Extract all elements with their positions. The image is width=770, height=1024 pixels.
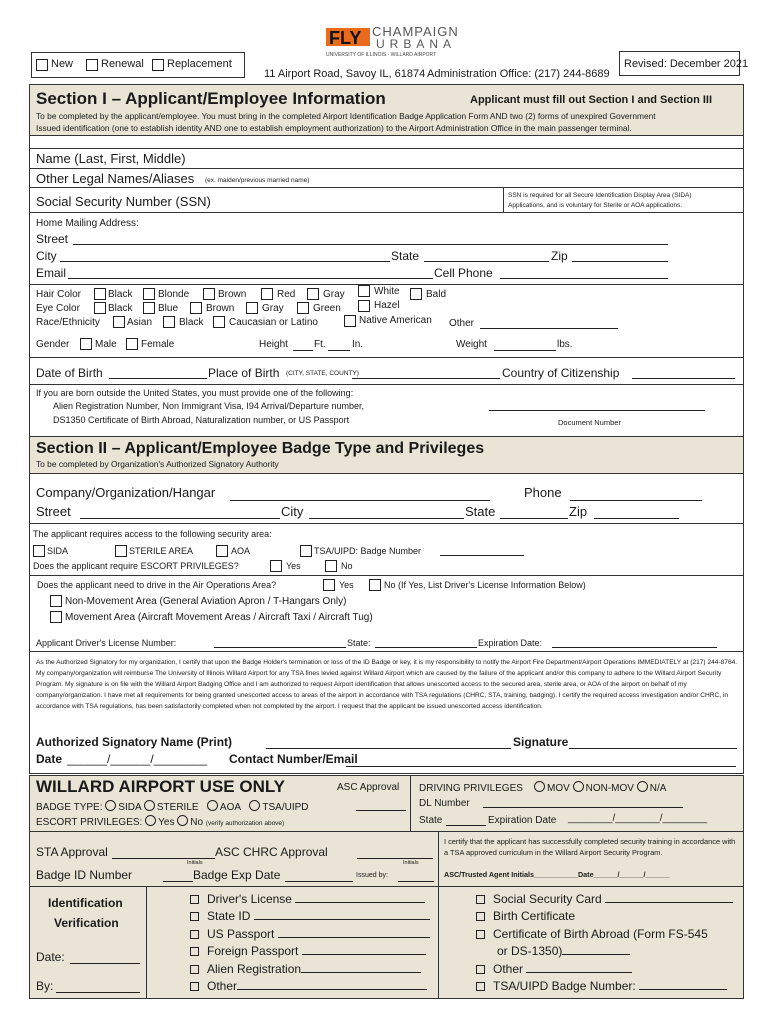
admin-office: Administration Office: (217) 244-8689: [427, 68, 610, 80]
citizenship-label: Country of Citizenship: [502, 366, 620, 380]
id-verification-title-2: Verification: [54, 916, 119, 930]
asc-approval-input[interactable]: [356, 800, 406, 811]
hair-black-label: Black: [108, 289, 133, 300]
hair-brown-checkbox[interactable]: [203, 288, 215, 300]
ssn-note-2: Applications, and is voluntary for Sterile or AOA applications.: [508, 202, 683, 209]
eye-hazel-checkbox[interactable]: [358, 300, 370, 312]
eye-green-checkbox[interactable]: [297, 302, 309, 314]
race-caucasian-checkbox[interactable]: [213, 316, 225, 328]
doc-state-id[interactable]: State ID: [190, 908, 430, 925]
hair-label: Hair Color: [36, 289, 82, 300]
airport-address: 11 Airport Road, Savoy IL, 61874: [264, 68, 426, 80]
hair-white-checkbox[interactable]: [358, 285, 370, 297]
sida-label: SIDA: [47, 546, 69, 556]
eye-gray-checkbox[interactable]: [246, 302, 258, 314]
dl-number-input[interactable]: [214, 637, 346, 648]
state-label: State: [391, 249, 420, 263]
mailing-label: Home Mailing Address:: [36, 218, 139, 229]
eye-black-label: Black: [108, 303, 133, 314]
height-in-input[interactable]: [328, 340, 350, 351]
badge-id-label: Badge ID Number: [36, 868, 133, 882]
escort-yes-checkbox[interactable]: [270, 560, 282, 572]
name-label: Name (Last, First, Middle): [36, 151, 186, 166]
willard-state-label: State: [419, 815, 443, 826]
section2-title: Section II – Applicant/Employee Badge Type and Privileges: [36, 440, 485, 457]
race-label: Race/Ethnicity: [36, 317, 100, 328]
section2-desc: To be completed by Organization's Authorized Signatory Authority: [36, 459, 279, 469]
phone-label: Phone: [524, 485, 562, 500]
street-label: Street: [36, 232, 69, 246]
eye-brown-checkbox[interactable]: [190, 302, 202, 314]
street-input[interactable]: [73, 234, 668, 245]
pob-label: Place of Birth: [208, 366, 280, 380]
race-asian-checkbox[interactable]: [113, 316, 125, 328]
aoa-label: AOA: [231, 546, 251, 556]
doc-tsa-badge[interactable]: TSA/UIPD Badge Number:: [476, 978, 733, 995]
nonmovement-label: Non-Movement Area (General Aviation Apron / T-Hangars Only): [65, 596, 347, 607]
issued-by-input[interactable]: [398, 871, 434, 882]
revised-date: Revised: December 2021: [624, 58, 749, 70]
logo-tagline: UNIVERSITY OF ILLINOIS · WILLARD AIRPORT: [326, 52, 437, 58]
section1-title: Section I – Applicant/Employee Information: [36, 89, 386, 108]
doc-other-left[interactable]: Other: [190, 978, 430, 995]
id-by-label: By:: [36, 979, 54, 993]
phone-input[interactable]: [570, 489, 702, 501]
docs-line-1: Alien Registration Number, Non Immigrant Visa, I94 Arrival/Departure number,: [53, 401, 364, 411]
section1-desc2: Issued identification (one to establish identity AND one to establish employment authorization) to the Airport Administration Office in the main passenger terminal.: [36, 123, 632, 133]
dl-state-label: State:: [347, 638, 371, 648]
eye-gray-label: Gray: [262, 303, 284, 314]
id-date-input[interactable]: [70, 953, 140, 964]
replacement-label: Replacement: [167, 58, 232, 70]
aoa-checkbox[interactable]: [216, 545, 228, 557]
hair-red-checkbox[interactable]: [261, 288, 273, 300]
renewal-label: Renewal: [101, 58, 144, 70]
id-verification-title: Identification: [48, 896, 123, 910]
ft-label: Ft.: [314, 339, 326, 350]
s2-zip-input[interactable]: [594, 507, 679, 519]
male-label: Male: [95, 339, 117, 350]
in-label: In.: [352, 339, 364, 350]
tsa-badge-input[interactable]: [440, 545, 524, 556]
chrc-approval-label: ASC CHRC Approval: [215, 845, 328, 859]
id-by-input[interactable]: [56, 982, 140, 993]
lbs-label: lbs.: [557, 339, 573, 350]
hair-gray-label: Gray: [323, 289, 345, 300]
badge-sida-radio[interactable]: [105, 800, 116, 811]
hair-black-checkbox[interactable]: [94, 288, 106, 300]
ssn-label: Social Security Number (SSN): [36, 194, 211, 209]
right-doc-list: [476, 891, 733, 995]
escort-yes-radio[interactable]: [145, 815, 156, 826]
eye-green-label: Green: [313, 303, 341, 314]
section1-note: Applicant must fill out Section I and Section III: [470, 94, 713, 106]
pob-hint: (CITY, STATE, COUNTY): [286, 370, 359, 377]
access-label: The applicant requires access to the following security area:: [33, 529, 272, 539]
dob-label: Date of Birth: [36, 366, 103, 380]
badge-aoa-radio[interactable]: [207, 800, 218, 811]
zip-input[interactable]: [572, 251, 668, 262]
weight-input[interactable]: [494, 340, 556, 351]
drive-no-checkbox[interactable]: [369, 579, 381, 591]
issued-by-label: Issued by:: [356, 872, 388, 879]
cell-input[interactable]: [500, 268, 668, 279]
dl-number-label: Applicant Driver's License Number:: [36, 638, 177, 648]
driving-mov-radio[interactable]: [534, 781, 545, 792]
doc-foreign-passport[interactable]: Foreign Passport: [190, 943, 430, 960]
race-other-label: Other: [449, 318, 475, 329]
signature-input[interactable]: [569, 738, 737, 749]
movement-checkbox[interactable]: [50, 611, 62, 623]
race-native-label: Native American: [359, 315, 432, 326]
training-cert-text: I certify that the applicant has successfully completed security training in accordance with a TSA approved curriculum in the Willard Airport Security Program.: [444, 837, 736, 857]
doc-birth-certificate[interactable]: Birth Certificate: [476, 908, 733, 925]
auth-name-label: Authorized Signatory Name (Print): [36, 735, 233, 749]
drive-yes-label: Yes: [339, 580, 354, 590]
left-doc-list: [190, 891, 430, 995]
chrc-approval-input[interactable]: [357, 848, 433, 859]
hair-gray-checkbox[interactable]: [307, 288, 319, 300]
eye-brown-label: Brown: [206, 303, 235, 314]
asc-approval-label: ASC Approval: [337, 782, 400, 793]
company-input[interactable]: [230, 489, 490, 501]
height-ft-input[interactable]: [293, 340, 313, 351]
race-black-checkbox[interactable]: [163, 316, 175, 328]
escort-no-checkbox[interactable]: [325, 560, 337, 572]
logo-main: CHAMPAIGN: [372, 24, 459, 39]
willard-dl-input[interactable]: [483, 797, 683, 808]
pob-input[interactable]: [352, 368, 500, 379]
signature-label: Signature: [513, 735, 569, 749]
id-date-label: Date:: [36, 950, 65, 964]
s2-state-label: State: [465, 504, 496, 519]
doc-us-passport[interactable]: US Passport: [190, 926, 430, 943]
badge-type-label: BADGE TYPE: SIDA STERILE AOA TSA/UIPD: [36, 802, 309, 813]
svg-text:FLY: FLY: [329, 28, 362, 48]
contact-input[interactable]: [346, 756, 736, 767]
eye-black-checkbox[interactable]: [94, 302, 106, 314]
zip-label: Zip: [551, 249, 568, 263]
escort-no-radio[interactable]: [177, 815, 188, 826]
s2-state-input[interactable]: [500, 507, 568, 519]
other-names-label: Other Legal Names/Aliases: [36, 171, 195, 186]
auth-name-input[interactable]: [266, 738, 511, 749]
section1-desc1: To be completed by the applicant/employee. You must bring in the completed Airport Identification Badge Application Form AND two (2) forms of unexpired Government: [36, 111, 656, 121]
doc-birth-abroad-cont: or DS-1350): [476, 943, 733, 960]
contact-label: Contact Number/Email: [229, 752, 358, 766]
race-asian-label: Asian: [127, 317, 153, 328]
willard-title: WILLARD AIRPORT USE ONLY: [36, 777, 286, 796]
s2-city-input[interactable]: [309, 507, 464, 519]
escort-priv-label: ESCORT PRIVILEGES: Yes No (verify authorization above): [36, 817, 285, 828]
email-input[interactable]: [68, 268, 433, 279]
hair-bald-label: Bald: [426, 289, 447, 300]
hair-white-label: White: [374, 286, 400, 297]
state-input[interactable]: [424, 251, 549, 262]
willard-exp-label: Expiration Date: [488, 815, 557, 826]
sterile-checkbox[interactable]: [115, 545, 127, 557]
s2-date-label: Date: [36, 752, 63, 766]
escort-no-label: No: [341, 561, 353, 571]
hair-blonde-checkbox[interactable]: [143, 288, 155, 300]
dl-expiration-input[interactable]: [552, 637, 717, 648]
airport-logo: [326, 24, 459, 62]
s2-zip-label: Zip: [569, 504, 588, 519]
asc-initials-label: ASC/Trusted Agent Initials___________Date______/______/______: [444, 870, 670, 879]
renewal-checkbox[interactable]: [86, 59, 98, 71]
dl-state-input[interactable]: [375, 637, 477, 648]
driving-nonmov-radio[interactable]: [573, 781, 584, 792]
company-label: Company/Organization/Hangar: [36, 485, 216, 500]
born-outside-note: If you are born outside the United States, you must provide one of the following:: [36, 388, 354, 398]
new-checkbox[interactable]: [36, 59, 48, 71]
escort-question: Does the applicant require ESCORT PRIVILEGES?: [33, 561, 239, 571]
tsa-checkbox[interactable]: [300, 545, 312, 557]
hair-bald-checkbox[interactable]: [410, 288, 422, 300]
replacement-checkbox[interactable]: [152, 59, 164, 71]
s2-date-input[interactable]: ______/______/________: [67, 752, 208, 766]
logo-sub: URBANA: [376, 37, 457, 51]
docs-line-2: DS1350 Certificate of Birth Abroad, Naturalization number, or US Passport: [53, 415, 350, 425]
willard-exp-input[interactable]: ________/________/________: [568, 813, 708, 824]
weight-label: Weight: [456, 339, 487, 350]
badge-tsa-radio[interactable]: [249, 800, 260, 811]
s2-street-label: Street: [36, 504, 71, 519]
doc-other-right[interactable]: Other: [476, 961, 733, 978]
doc-birth-abroad[interactable]: Certificate of Birth Abroad (Form FS-545: [476, 926, 733, 943]
female-checkbox[interactable]: [126, 338, 138, 350]
female-label: Female: [141, 339, 175, 350]
s2-street-input[interactable]: [80, 507, 280, 519]
hair-blonde-label: Blonde: [158, 289, 190, 300]
sta-approval-input[interactable]: [112, 848, 215, 859]
badge-exp-input[interactable]: [285, 871, 353, 882]
race-black-label: Black: [179, 317, 204, 328]
drive-yes-checkbox[interactable]: [323, 579, 335, 591]
tsa-label: TSA/UIPD: Badge Number: [314, 546, 422, 556]
sta-approval-label: STA Approval: [36, 845, 108, 859]
willard-state-input[interactable]: [446, 815, 486, 826]
sida-checkbox[interactable]: [33, 545, 45, 557]
eye-hazel-label: Hazel: [374, 300, 400, 311]
driving-priv-label: DRIVING PRIVILEGES MOV NON-MOV N/A: [419, 783, 667, 794]
eye-blue-checkbox[interactable]: [143, 302, 155, 314]
doc-alien-registration[interactable]: Alien Registration: [190, 961, 430, 978]
dl-expiration-label: Expiration Date:: [478, 638, 543, 648]
race-native-checkbox[interactable]: [344, 315, 356, 327]
gender-label: Gender: [36, 339, 70, 350]
dob-input[interactable]: [109, 368, 207, 379]
escort-yes-label: Yes: [286, 561, 301, 571]
drive-no-label: No (If Yes, List Driver's License Information Below): [384, 580, 586, 590]
document-number-input[interactable]: [489, 400, 705, 411]
section2-body: [29, 474, 744, 774]
s2-city-label: City: [281, 504, 304, 519]
other-names-hint: (ex. maiden/previous married name): [205, 177, 310, 184]
eye-label: Eye Color: [36, 303, 80, 314]
sterile-label: STERILE AREA: [129, 546, 194, 556]
male-checkbox[interactable]: [80, 338, 92, 350]
citizenship-input[interactable]: [632, 368, 735, 379]
drive-question: Does the applicant need to drive in the Air Operations Area?: [37, 580, 277, 590]
city-label: City: [36, 249, 57, 263]
doc-social-security[interactable]: Social Security Card: [476, 891, 733, 908]
race-other-input[interactable]: [480, 318, 618, 329]
willard-dl-label: DL Number: [419, 798, 470, 809]
movement-label: Movement Area (Aircraft Movement Areas / Aircraft Taxi / Aircraft Tug): [65, 612, 373, 623]
document-number-label: Document Number: [558, 418, 621, 427]
ssn-note-1: SSN is required for all Secure Identification Display Area (SIDA): [508, 192, 692, 199]
sta-initials: Initials: [187, 860, 203, 866]
badge-id-input[interactable]: [163, 871, 193, 882]
badge-sterile-radio[interactable]: [144, 800, 155, 811]
nonmovement-checkbox[interactable]: [50, 595, 62, 607]
driving-na-radio[interactable]: [637, 781, 648, 792]
eye-blue-label: Blue: [158, 303, 179, 314]
hair-brown-label: Brown: [218, 289, 247, 300]
email-label: Email: [36, 266, 67, 280]
certification-text: As the Authorized Signatory for my organization, I certify that upon the Badge Holder's termination or loss of the ID Badge or key, it is my responsibility to notify the Airport Fire Department/Airport Operations IMMEDIATELY at (217) 244-8764. My company/organization will reimburse The University of Illinois Willard Airport for any TSA fines levied against Willard Airport which are caused by the failure of the applicant and/or this company to adhere to the Willard Airport Security Program. My signature is on file with the Willard Airport Badging Office and I am authorized to request Airport identification that allows unescorted access to the secured area, sterile area, or AOA of the airport on behalf of my company/organization. I have met all requirements for being granted unescorted access to areas of the airport in accordance with TSA regulations (CHRC, STA, training, badging). I certify the required access investigation and/or CHRC, in accordance with TSA regulations, has been satisfactorily completed when not completed by the airport. I request that the applicant be issued unescorted access identification.: [36, 659, 738, 710]
fly-logo-icon: [326, 24, 370, 50]
chrc-initials: Initials: [403, 860, 419, 866]
badge-exp-label: Badge Exp Date: [193, 868, 281, 882]
race-caucasian-label: Caucasian or Latino: [229, 317, 318, 328]
doc-drivers-license[interactable]: Driver's License: [190, 891, 430, 908]
new-label: New: [51, 58, 74, 70]
city-input[interactable]: [60, 251, 390, 262]
hair-red-label: Red: [277, 289, 296, 300]
height-label: Height: [259, 339, 288, 350]
cell-label: Cell Phone: [434, 266, 493, 280]
